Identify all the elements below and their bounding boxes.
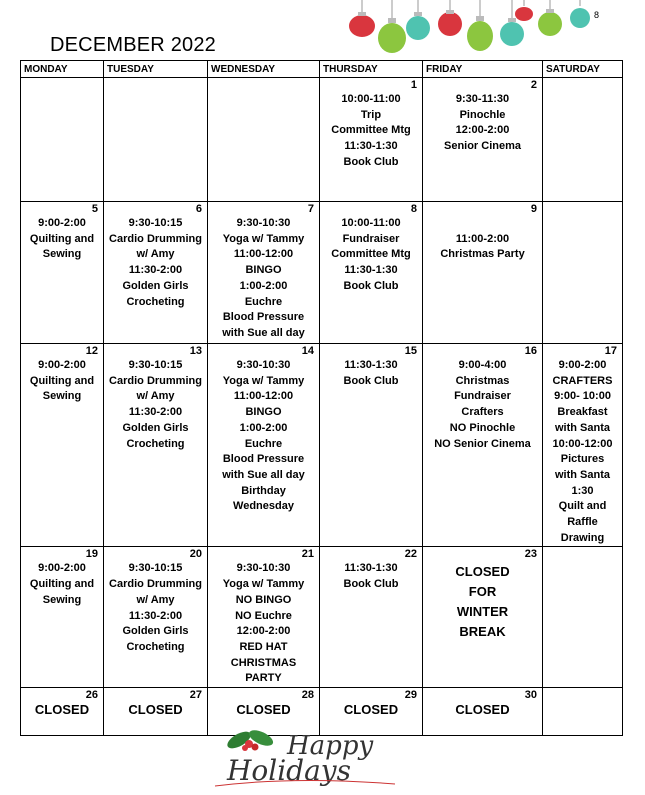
- ornament-icon: [467, 0, 493, 51]
- closed-notice-line: FOR: [468, 584, 497, 600]
- day-number: 27: [189, 689, 202, 702]
- weekday-header: THURSDAY: [320, 61, 423, 78]
- weekday-header: WEDNESDAY: [208, 61, 320, 78]
- day-cell: [21, 202, 104, 344]
- event-line: 11:30-1:30: [344, 562, 398, 575]
- event-line: 11:30-1:30: [344, 359, 398, 371]
- day-cell: [104, 547, 208, 688]
- day-cell: [543, 688, 623, 736]
- event-line: [423, 216, 542, 232]
- event-line: Euchre: [244, 295, 283, 308]
- closed-label: CLOSED: [34, 702, 90, 718]
- day-number: 5: [91, 203, 98, 215]
- day-number: 8: [410, 203, 417, 215]
- event-line: NO Pinochle: [449, 421, 516, 434]
- event-line: Christmas Party: [440, 248, 525, 261]
- page-title: DECEMBER 2022: [50, 34, 216, 56]
- day-number: 29: [404, 689, 417, 702]
- event-line: with Santa: [554, 468, 610, 481]
- event-line: 11:30-2:00: [128, 609, 183, 622]
- day-number: 28: [301, 689, 314, 702]
- event-line: CRAFTERS: [552, 374, 613, 387]
- ornament-icon: [438, 0, 462, 36]
- day-cell: [423, 202, 543, 344]
- ornament-icon: [515, 0, 533, 21]
- day-number: 7: [307, 203, 314, 215]
- day-number: [208, 78, 319, 92]
- day-cell: [21, 78, 104, 202]
- event-line: 9:30-10:15: [128, 217, 183, 229]
- event-line: 11:30-1:30: [344, 264, 398, 277]
- event-line: 9:00-2:00: [38, 217, 86, 229]
- day-cell: [21, 344, 104, 547]
- event-line: Crafters: [461, 406, 504, 419]
- day-cell: [543, 78, 623, 202]
- calendar-body: [21, 78, 623, 736]
- day-cell: [543, 202, 623, 344]
- event-line: 11:30-2:00: [128, 406, 183, 419]
- event-line: 9:30-10:15: [128, 359, 183, 371]
- closed-notice-line: WINTER: [456, 604, 509, 620]
- day-cell: [543, 344, 623, 547]
- day-cell: [423, 344, 543, 547]
- event-line: w/ Amy: [136, 390, 175, 403]
- day-cell: [423, 547, 543, 688]
- event-line: 12:00-2:00: [455, 124, 510, 137]
- day-number: [104, 78, 207, 92]
- happy-text: Happy: [287, 731, 374, 761]
- weekday-header: MONDAY: [21, 61, 104, 78]
- event-line: Fundraiser: [342, 232, 400, 245]
- day-cell: [423, 688, 543, 736]
- day-number: 22: [404, 548, 417, 561]
- event-line: Pictures: [560, 453, 605, 466]
- event-line: 9:30-10:30: [236, 562, 291, 575]
- event-line: Pinochle: [459, 108, 506, 121]
- day-cell: [104, 78, 208, 202]
- event-line: w/ Amy: [136, 248, 175, 261]
- event-line: 9:00-2:00: [38, 562, 86, 575]
- day-cell: [104, 202, 208, 344]
- day-number: 14: [301, 345, 314, 357]
- event-line: 9:00-4:00: [458, 359, 507, 371]
- weekday-header: FRIDAY: [423, 61, 543, 78]
- closed-label: CLOSED: [128, 702, 183, 718]
- day-number: 1: [410, 79, 417, 91]
- day-number: 17: [604, 345, 617, 357]
- closed-notice-line: BREAK: [459, 624, 506, 640]
- event-line: Book Club: [343, 578, 399, 591]
- event-line: Christmas: [455, 374, 510, 387]
- closed-label: CLOSED: [343, 702, 399, 718]
- event-line: Cardio Drumming: [109, 374, 202, 387]
- holidays-text: Holidays: [227, 754, 351, 787]
- event-line: Birthday: [241, 484, 286, 497]
- day-number: 23: [524, 548, 537, 561]
- calendar-week-row: [21, 202, 623, 344]
- event-line: Crocheting: [126, 437, 185, 450]
- event-line: Cardio Drumming: [109, 232, 202, 245]
- day-cell: [104, 688, 208, 736]
- event-line: 9:30-10:15: [128, 562, 183, 575]
- day-cell: [320, 344, 423, 547]
- day-cell: [320, 547, 423, 688]
- event-line: Blood Pressure: [222, 311, 305, 324]
- ornaments-decoration: [340, 0, 590, 60]
- weekday-header-row: [21, 61, 623, 78]
- day-number: 19: [85, 548, 98, 561]
- closed-notice-line: CLOSED: [455, 564, 510, 580]
- day-number: 20: [189, 548, 202, 561]
- event-line: CHRISTMAS: [230, 656, 297, 669]
- event-line: with Sue all day: [222, 468, 305, 481]
- event-line: Quilt and: [558, 500, 607, 513]
- day-number: 21: [301, 548, 314, 561]
- event-line: Book Club: [343, 374, 399, 387]
- event-line: NO Senior Cinema: [434, 437, 531, 450]
- event-line: Golden Girls: [122, 279, 189, 292]
- event-line: Raffle: [567, 516, 598, 529]
- ornament-icon: [500, 0, 524, 46]
- event-line: Sewing: [42, 593, 82, 606]
- event-line: 1:30: [571, 484, 594, 497]
- event-line: 1:00-2:00: [239, 279, 288, 292]
- day-number: [543, 688, 622, 702]
- event-line: Committee Mtg: [331, 248, 411, 261]
- day-number: 30: [524, 689, 537, 702]
- event-line: Golden Girls: [122, 421, 189, 434]
- event-line: Book Club: [343, 155, 399, 168]
- day-cell: [208, 344, 320, 547]
- day-number: 16: [524, 345, 537, 357]
- event-line: Quilting and: [29, 374, 95, 387]
- event-line: 9:30-10:30: [236, 217, 291, 229]
- day-number: [543, 202, 622, 216]
- event-line: Quilting and: [29, 232, 95, 245]
- day-number: 15: [404, 345, 417, 357]
- event-line: BINGO: [245, 406, 282, 419]
- event-line: Sewing: [42, 390, 82, 403]
- day-number: [21, 78, 103, 92]
- calendar-week-row: [21, 547, 623, 688]
- event-line: with Sue all day: [222, 326, 305, 339]
- event-line: 11:00-12:00: [233, 248, 294, 261]
- event-line: 9:30-10:30: [236, 359, 291, 371]
- event-line: Blood Pressure: [222, 453, 305, 466]
- ornament-icon: [538, 0, 562, 36]
- event-line: RED HAT: [239, 640, 288, 653]
- ornament-icon: [349, 0, 375, 37]
- day-cell: [104, 344, 208, 547]
- event-line: 1:00-2:00: [239, 421, 288, 434]
- holly-icon: [225, 727, 276, 752]
- day-number: 6: [195, 203, 202, 215]
- event-line: 11:00-12:00: [233, 390, 294, 403]
- event-line: Yoga w/ Tammy: [222, 232, 305, 245]
- event-line: Trip: [360, 108, 382, 121]
- event-line: Fundraiser: [454, 390, 511, 403]
- event-line: Quilting and: [29, 578, 95, 591]
- event-line: 10:00-11:00: [341, 93, 401, 105]
- event-line: NO Euchre: [235, 609, 292, 622]
- event-line: Yoga w/ Tammy: [222, 578, 305, 591]
- page-number: 8: [594, 10, 600, 20]
- day-cell: [208, 547, 320, 688]
- event-line: Drawing: [560, 531, 605, 544]
- weekday-header: SATURDAY: [543, 61, 623, 78]
- calendar-week-row: [21, 344, 623, 547]
- event-line: 9:00-2:00: [558, 359, 607, 371]
- event-line: 10:00-12:00: [552, 437, 613, 450]
- closed-label: CLOSED: [236, 702, 291, 718]
- event-line: 11:30-2:00: [128, 264, 183, 277]
- day-number: 12: [85, 345, 98, 357]
- calendar-week-row: [21, 78, 623, 202]
- event-line: 11:00-2:00: [455, 232, 510, 245]
- event-line: 11:30-1:30: [344, 140, 398, 153]
- day-cell: [208, 78, 320, 202]
- closed-label: CLOSED: [455, 702, 510, 718]
- day-number: 9: [530, 203, 537, 215]
- day-cell: [320, 78, 423, 202]
- happy-holidays-graphic: [205, 718, 415, 793]
- day-cell: [320, 202, 423, 344]
- event-line: Senior Cinema: [443, 140, 522, 153]
- day-number: [543, 78, 622, 92]
- event-line: Crocheting: [126, 640, 185, 653]
- event-line: Golden Girls: [122, 625, 189, 638]
- day-cell: [543, 547, 623, 688]
- ornament-icon: [570, 0, 590, 28]
- event-line: Crocheting: [126, 295, 185, 308]
- event-line: Sewing: [42, 248, 82, 261]
- event-line: Book Club: [343, 279, 399, 292]
- event-line: 10:00-11:00: [341, 217, 401, 229]
- event-line: 12:00-2:00: [236, 625, 291, 638]
- event-line: 9:30-11:30: [455, 93, 510, 105]
- event-line: 9:00-2:00: [38, 359, 86, 371]
- event-line: 9:00- 10:00: [554, 390, 611, 403]
- ornament-icon: [406, 0, 430, 40]
- day-cell: [21, 688, 104, 736]
- event-line: Yoga w/ Tammy: [222, 374, 305, 387]
- calendar-table: [20, 60, 623, 736]
- event-line: Wednesday: [233, 500, 294, 513]
- event-line: NO BINGO: [235, 593, 292, 606]
- event-line: Euchre: [244, 437, 283, 450]
- ornament-icon: [378, 0, 406, 53]
- event-line: PARTY: [245, 672, 282, 685]
- day-cell: [208, 202, 320, 344]
- day-number: 2: [530, 79, 537, 91]
- event-line: BINGO: [245, 264, 282, 277]
- day-number: 26: [85, 689, 98, 702]
- event-line: Cardio Drumming: [109, 578, 202, 591]
- weekday-header: TUESDAY: [104, 61, 208, 78]
- event-line: with Santa: [554, 421, 610, 434]
- day-cell: [21, 547, 104, 688]
- event-line: w/ Amy: [136, 593, 175, 606]
- event-line: Committee Mtg: [331, 124, 411, 137]
- day-number: 13: [189, 345, 202, 357]
- day-cell: [423, 78, 543, 202]
- event-line: Breakfast: [557, 406, 608, 419]
- day-number: [543, 547, 622, 561]
